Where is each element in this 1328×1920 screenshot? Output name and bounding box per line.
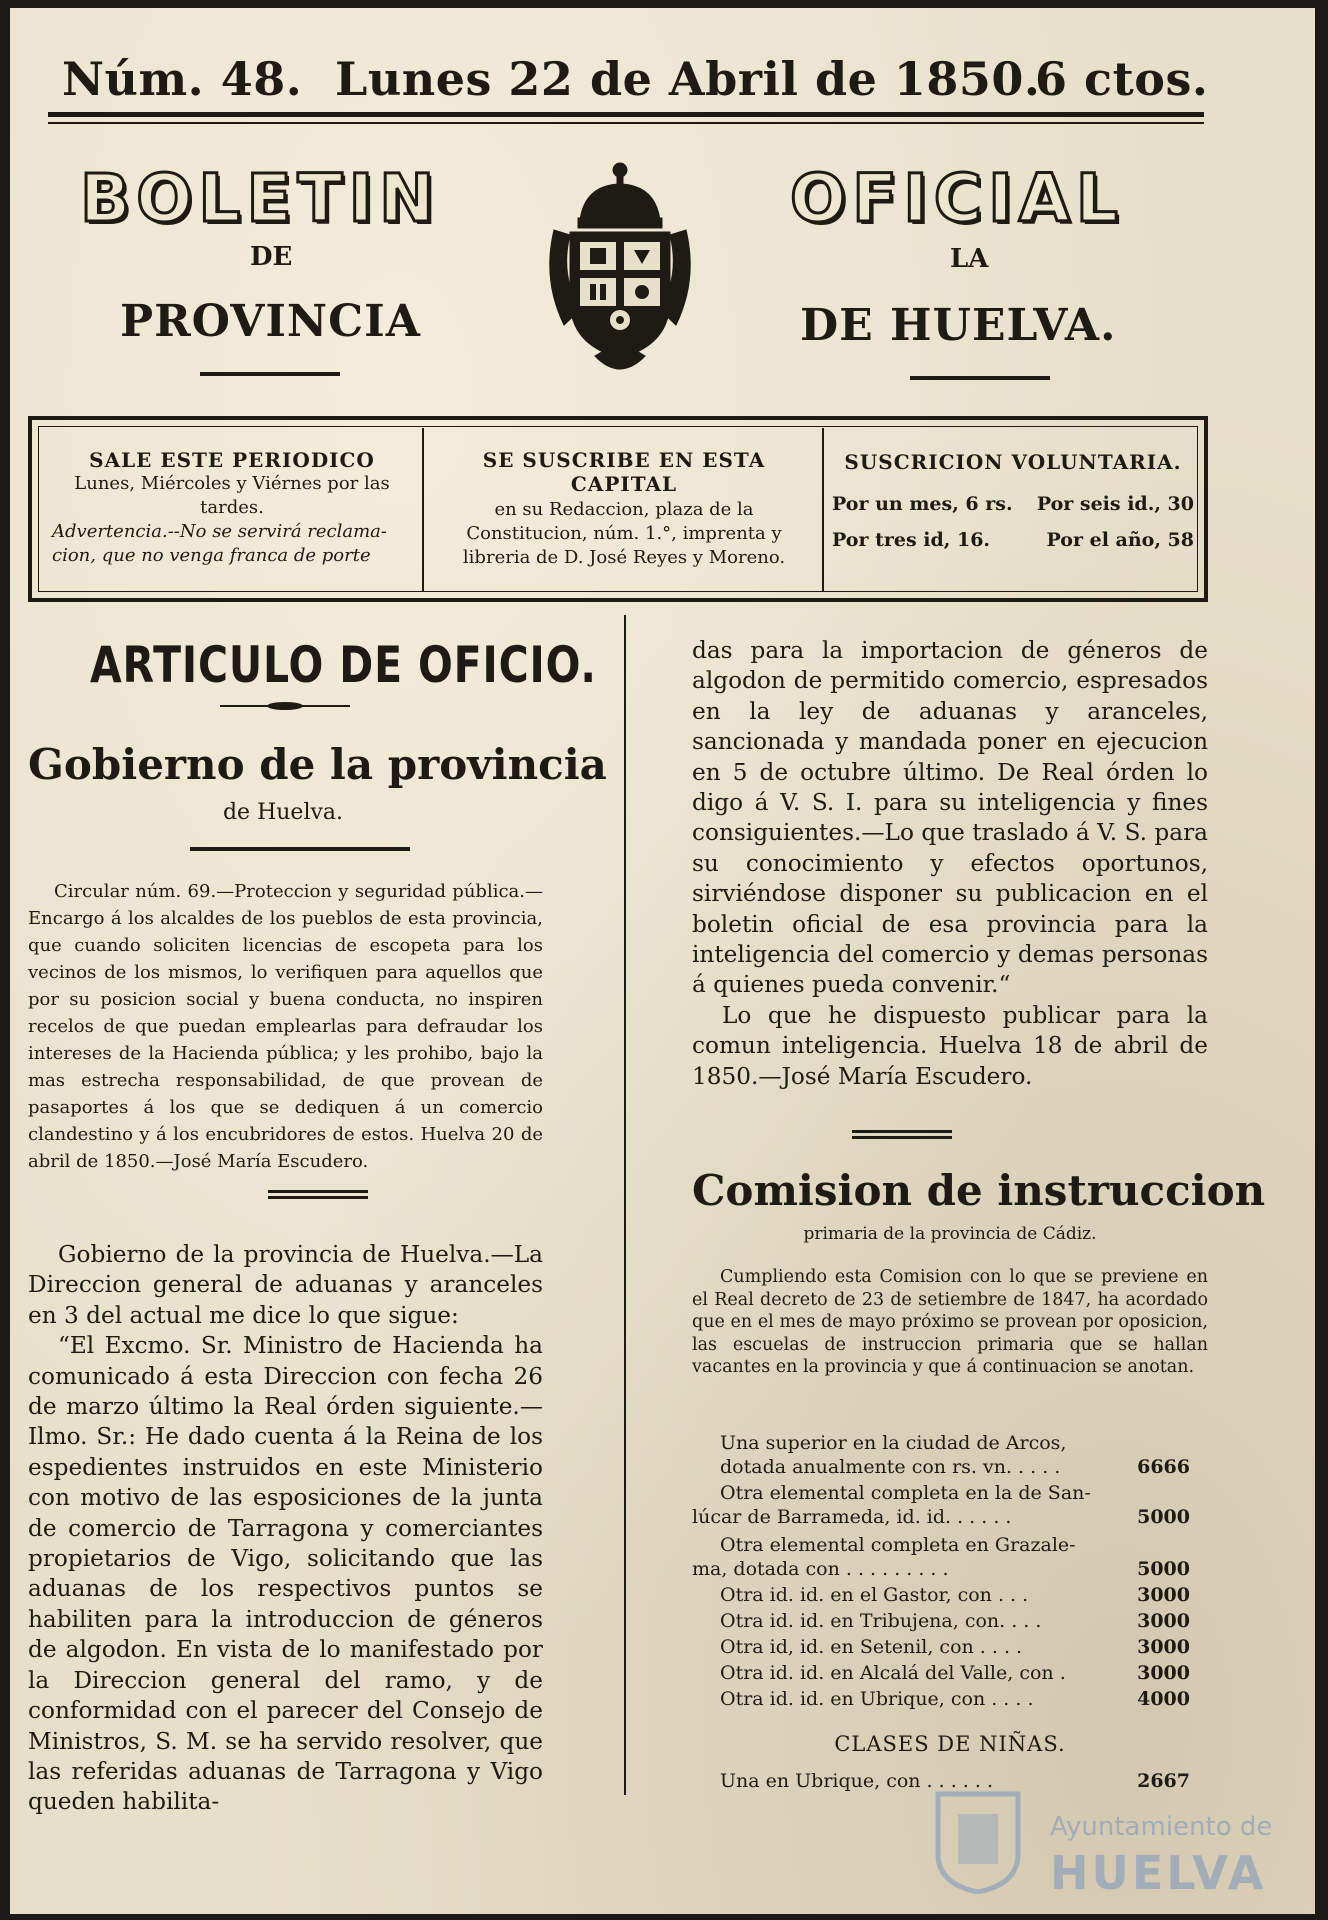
subscription-address: en su Redaccion, plaza de la Constitucion, núm. 1.°, imprenta y libreria de D. José Reyes y Moreno. [462, 499, 786, 568]
price-one-month: Por un mes, 6 rs. [832, 493, 1013, 515]
masthead-provincia: PROVINCIA [120, 296, 421, 347]
header-rule-thin [48, 122, 1204, 124]
para-direccion: Gobierno de la provincia de Huelva.—La Direccion general de aduanas y aranceles en 3 del actual me dice lo que sigue: [28, 1241, 543, 1329]
school-value: 3000 [1137, 1636, 1190, 1658]
subheading-cadiz: primaria de la provincia de Cádiz. [803, 1224, 1097, 1244]
heading-comision: Comision de instruccion [692, 1166, 1266, 1215]
left-body [28, 1240, 543, 1818]
double-rule-right [852, 1130, 952, 1139]
info-col-subscription [432, 448, 816, 570]
masthead-la: LA [950, 244, 989, 274]
school-row: Otra id. id. en el Gastor, con . . . 3000 [720, 1584, 1190, 1606]
school-value: 5000 [1137, 1558, 1190, 1580]
school-row: lúcar de Barrameda, id. id. . . . . . 5000 [692, 1506, 1190, 1528]
column-divider [624, 615, 626, 1795]
huelva-crest-icon [928, 1784, 1028, 1894]
info-col-prices [832, 450, 1194, 552]
publication-days: Lunes, Miércoles y Viérnes por las tardes. [74, 473, 390, 518]
circular-text: Circular núm. 69.—Proteccion y seguridad pública.—Encargo á los alcaldes de los pueblos de esta provincia, que cuando soliciten licencias de escopeta para los vecinos de los mismos, lo verifiquen para aquellos que por su posicion social y buena conducta, no inspiren recelos de que puedan emplearlas para defraudar los intereses de la Hacienda pública; y les prohibo, bajo la mas estrecha responsabilidad, de que provean de pasaportes á los que se dediquen á un comercio clandestino y á los encubridores de estos. Huelva 20 de abril de 1850.—José María Escudero. [28, 881, 543, 1172]
masthead-boletin: BOLETIN [80, 160, 441, 237]
right-body [692, 636, 1208, 1092]
info-box-divider-2 [822, 428, 824, 592]
school-row: Otra id, id. en Setenil, con . . . . 3000 [720, 1636, 1190, 1658]
school-value: 5000 [1137, 1506, 1190, 1528]
prices-title: SUSCRICION VOLUNTARIA. [844, 450, 1182, 474]
price-six-months: Por seis id., 30 [1036, 493, 1194, 515]
ornament-icon [220, 700, 350, 712]
girls-title: CLASES DE NIÑAS. [834, 1732, 1066, 1756]
masthead-oficial: OFICIAL [790, 160, 1124, 237]
school-row: Otra id. id. en Ubrique, con . . . . 4000 [720, 1688, 1190, 1710]
masthead-huelva: DE HUELVA. [800, 300, 1117, 351]
school-value: 3000 [1137, 1584, 1190, 1606]
comision-intro: Cumpliendo esta Comision con lo que se previene en el Real decreto de 23 de setiembre de 1847, ha acordado que en el mes de mayo próximo se provean por oposicion, las escuelas de instruccion primaria que se hallan vacantes en la provincia y que á continuacion se anotan. [692, 1267, 1208, 1377]
school-value: 6666 [1137, 1456, 1190, 1478]
para-continuation: das para la importacion de géneros de algodon de permitido comercio, espresados en la ley de aduanas y aranceles, sancionada y mandada poner en ejecucion en 5 de octubre último. De Real órden lo digo á V. S. I. para su inteligencia y fines consiguientes.—Lo que traslado á V. S. para su conocimiento y efectos oportunos, sirviéndose disponer su publicacion en el boletin oficial de esa provincia para la inteligencia del comercio y demas personas á quienes pueda convenir.“ [692, 637, 1208, 999]
watermark-line1: Ayuntamiento de [1050, 1812, 1273, 1842]
info-col-publication [46, 448, 418, 568]
school-row: Otra id. id. en Tribujena, con. . . . 3000 [720, 1610, 1190, 1632]
para-dispuesto: Lo que he dispuesto publicar para la comun inteligencia. Huelva 18 de abril de 1850.—José María Escudero. [692, 1001, 1208, 1090]
rule-under-heading [190, 847, 410, 851]
school-row: dotada anualmente con rs. vn. . . . . 6666 [720, 1456, 1190, 1478]
school-row: Una superior en la ciudad de Arcos, [720, 1432, 1067, 1454]
masthead-rule-right [910, 376, 1050, 380]
school-row: Otra elemental completa en la de San- [720, 1482, 1091, 1504]
issue-date: Lunes 22 de Abril de 1850. [335, 52, 1041, 106]
price-year: Por el año, 58 [1046, 529, 1194, 551]
masthead-de: DE [250, 242, 293, 272]
school-value: 3000 [1137, 1610, 1190, 1632]
school-row: Otra elemental completa en Grazale- [720, 1534, 1076, 1556]
issue-price: 6 ctos. [1035, 52, 1209, 106]
watermark-line2: HUELVA [1050, 1846, 1267, 1900]
para-ministro: “El Excmo. Sr. Ministro de Hacienda ha comunicado á esta Direccion con fecha 26 de marzo último la Real órden siguiente.—Ilmo. Sr.: He dado cuenta á la Reina de los espedientes instruidos en este Ministerio con motivo de las esposiciones de la junta de comercio de Tarragona y comerciantes propietarios de Vigo, solicitando que las aduanas de los respectivos puntos se habiliten para la introduccion de géneros de algodon. En vista de lo manifestado por la Direccion general del ramo, y de conformidad con el parecer del Consejo de Ministros, S. M. se ha servido resolver, que las referidas aduanas de Tarragona y Vigo queden habilita- [28, 1332, 543, 1816]
subheading-huelva: de Huelva. [222, 800, 344, 825]
school-value: 3000 [1137, 1662, 1190, 1684]
publication-title: SALE ESTE PERIODICO [89, 448, 375, 472]
school-row: Otra id. id. en Alcalá del Valle, con . 3000 [720, 1662, 1190, 1684]
school-row: ma, dotada con . . . . . . . . . 5000 [692, 1558, 1190, 1580]
section-title: ARTICULO DE OFICIO. [90, 636, 597, 694]
publication-warning: Advertencia.--No se servirá reclama-cion, que no venga franca de porte [52, 521, 387, 566]
info-box-divider-1 [422, 428, 424, 592]
masthead-rule-left [200, 372, 340, 376]
school-value: 4000 [1137, 1688, 1190, 1710]
subscription-title: SE SUSCRIBE EN ESTA CAPITAL [482, 448, 766, 496]
heading-gobierno: Gobierno de la provincia [28, 740, 607, 789]
coat-of-arms-icon [540, 160, 700, 375]
price-three-months: Por tres id, 16. [832, 529, 991, 551]
header-rule-thick [48, 112, 1204, 117]
girls-row: Una en Ubrique, con . . . . . . 2667 [720, 1770, 1190, 1792]
double-rule-left [268, 1190, 368, 1199]
girls-value: 2667 [1137, 1770, 1190, 1792]
issue-number: Núm. 48. [62, 52, 303, 106]
